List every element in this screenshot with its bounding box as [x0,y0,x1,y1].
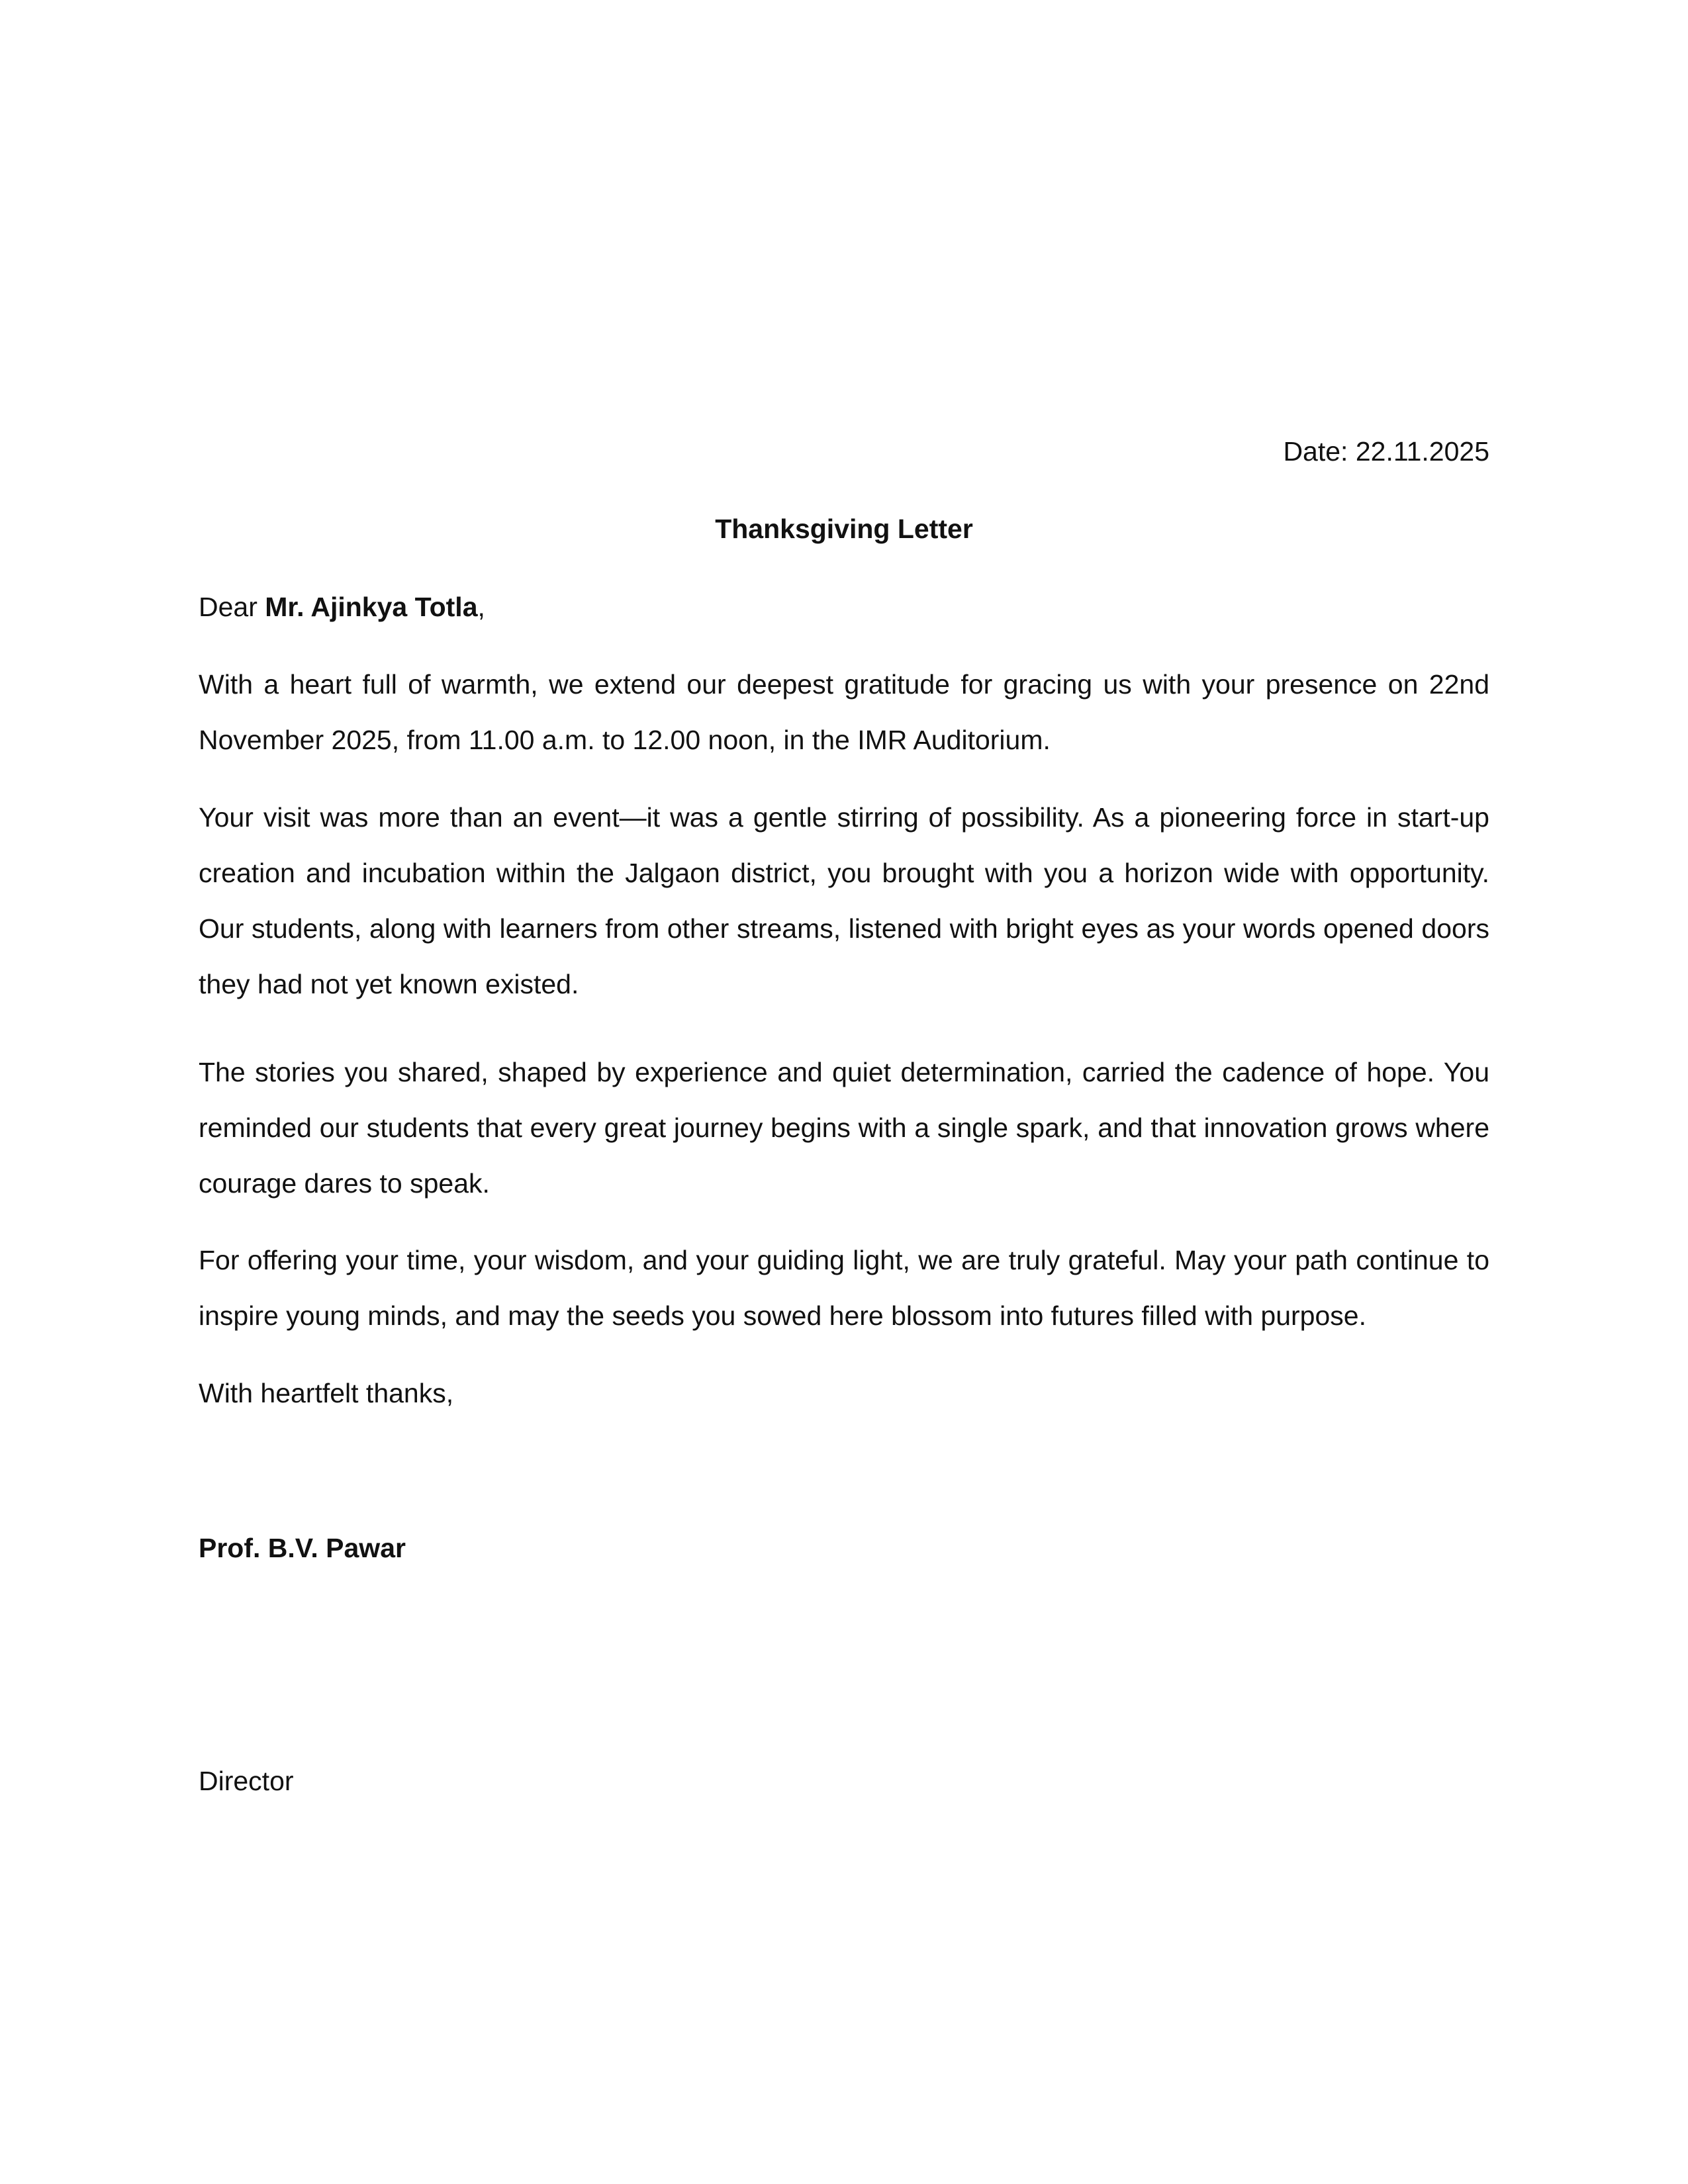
body-paragraph-1: With a heart full of warmth, we extend our deepest gratitude for gracing us with your presence on 22nd November 2025, from 11.00 a.m. to 12.00 noon, in the IMR Auditorium. [199,669,1489,755]
salutation-prefix: Dear [199,592,265,622]
signer-name: Prof. B.V. Pawar [199,1533,406,1563]
body-paragraph-4: For offering your time, your wisdom, and your guiding light, we are truly grateful. May your path continue to inspire young minds, and may the seeds you sowed here blossom into futures filled with purpose. [199,1245,1489,1331]
recipient-name: Mr. Ajinkya Totla [265,592,478,622]
signer-designation: Director [199,1766,294,1796]
salutation [199,579,1489,635]
body-paragraph-2: Your visit was more than an event—it was a gentle stirring of possibility. As a pioneering force in start-up creation and incubation within the Jalgaon district, you brought with you a horizon wide with opportunity. Our students, along with learners from other streams, listened with bright eyes as your words opened doors they had not yet known existed. [199,802,1489,999]
salutation-suffix: , [477,592,485,622]
body-paragraph-3: The stories you shared, shaped by experience and quiet determination, carried the cadence of hope. You reminded our students that every great journey begins with a single spark, and that innovation grows where courage dares to speak. [199,1057,1489,1199]
letter-date: Date: 22.11.2025 [1283,436,1489,467]
letter-title: Thanksgiving Letter [715,514,973,544]
closing-line: With heartfelt thanks, [199,1378,454,1408]
